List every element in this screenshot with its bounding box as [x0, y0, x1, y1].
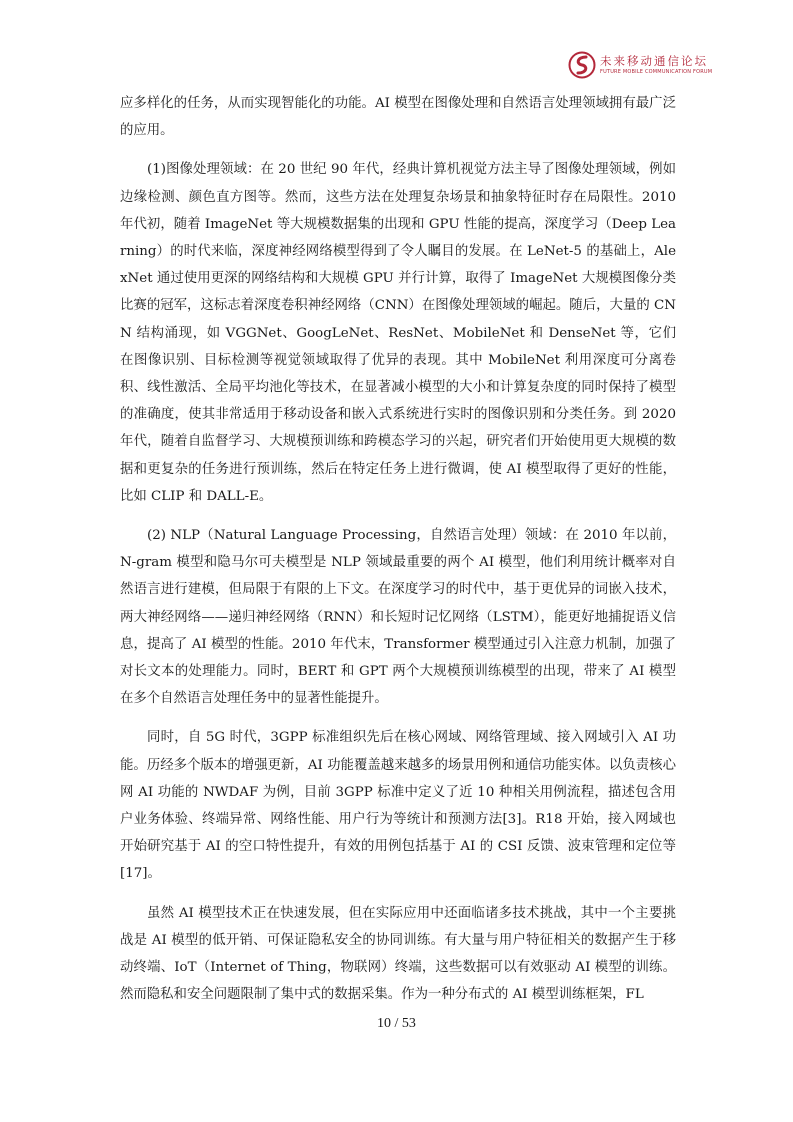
forum-logo-icon — [567, 50, 597, 80]
paragraph-image-processing: (1)图像处理领域：在 20 世纪 90 年代，经典计算机视觉方法主导了图像处理领域，例如边缘检测、颜色直方图等。然而，这些方法在处理复杂场景和抽象特征时存在局限性。2010 年代初，随着 ImageNet 等大规模数据集的出现和 GPU 性能的提高，深度学习（Deep Learning）的时代来临，深度神经网络模型得到了令人瞩目的发展。在 LeNet-5 的基础上，AlexNet 通过使用更深的网络结构和大规模 GPU 并行计算，取得了 ImageNet 大规模图像分类比赛的冠军，这标志着深度卷积神经网络（CNN）在图像处理领域的崛起。随后，大量的 CNN 结构涌现，如 VGGNet、GoogLeNet、ResNet、MobileNet 和 DenseNet 等，它们在图像识别、目标检测等视觉领域取得了优异的表现。其中 MobileNet 利用深度可分离卷积、线性激活、全局平均池化等技术，在显著减小模型的大小和计算复杂度的同时保持了模型的准确度，使其非常适用于移动设备和嵌入式系统进行实时的图像识别和分类任务。到 2020 年代，随着自监督学习、大规模预训练和跨模态学习的兴起，研究者们开始使用更大规模的数据和更复杂的任务进行预训练，然后在特定任务上进行微调，使 AI 模型取得了更好的性能，比如 CLIP 和 DALL-E。 — [120, 162, 676, 504]
forum-name-cn: 未来移动通信论坛 — [600, 54, 708, 68]
forum-name-en: FUTURE MOBILE COMMUNICATION FORUM — [600, 69, 713, 75]
paragraph-nlp: (2) NLP（Natural Language Processing，自然语言处理）领域：在 2010 年以前，N-gram 模型和隐马尔可夫模型是 NLP 领域最重要的两个 AI 模型，他们利用统计概率对自然语言进行建模，但局限于有限的上下文。在深度学习的时代中，基于更优异的词嵌入技术，两大神经网络——递归神经网络（RNN）和长短时记忆网络（LSTM），能更好地捕捉语义信息，提高了 AI 模型的性能。2010 年代末，Transformer 模型通过引入注意力机制，加强了对长文本的处理能力。同时，BERT 和 GPT 两个大规模预训练模型的出现，带来了 AI 模型在多个自然语言处理任务中的显著性能提升。 — [120, 528, 676, 707]
document-body — [120, 90, 676, 1009]
page-number: 10 / 53 — [377, 1016, 416, 1031]
paragraph-challenges: 虽然 AI 模型技术正在快速发展，但在实际应用中还面临诸多技术挑战，其中一个主要挑战是 AI 模型的低开销、可保证隐私安全的协同训练。有大量与用户特征相关的数据产生于移动终端、IoT（Internet of Thing，物联网）终端，这些数据可以有效驱动 AI 模型的训练。然而隐私和安全问题限制了集中式的数据采集。作为一种分布式的 AI 模型训练框架，FL — [120, 905, 676, 1003]
paragraph-intro-continued: 应多样化的任务，从而实现智能化的功能。AI 模型在图像处理和自然语言处理领域拥有最广泛的应用。 — [120, 96, 676, 139]
paragraph-3gpp: 同时，自 5G 时代，3GPP 标准组织先后在核心网域、网络管理域、接入网域引入 AI 功能。历经多个版本的增强更新，AI 功能覆盖越来越多的场景用例和通信功能实体。以负责核心网 AI 功能的 NWDAF 为例，目前 3GPP 标准中定义了近 10 种相关用例流程，描述包含用户业务体验、终端异常、网络性能、用户行为等统计和预测方法[3]。R18 开始，接入网域也开始研究基于 AI 的空口特性提升，有效的用例包括基于 AI 的 CSI 反馈、波束管理和定位等[17]。 — [120, 730, 676, 882]
page-header — [567, 50, 713, 84]
